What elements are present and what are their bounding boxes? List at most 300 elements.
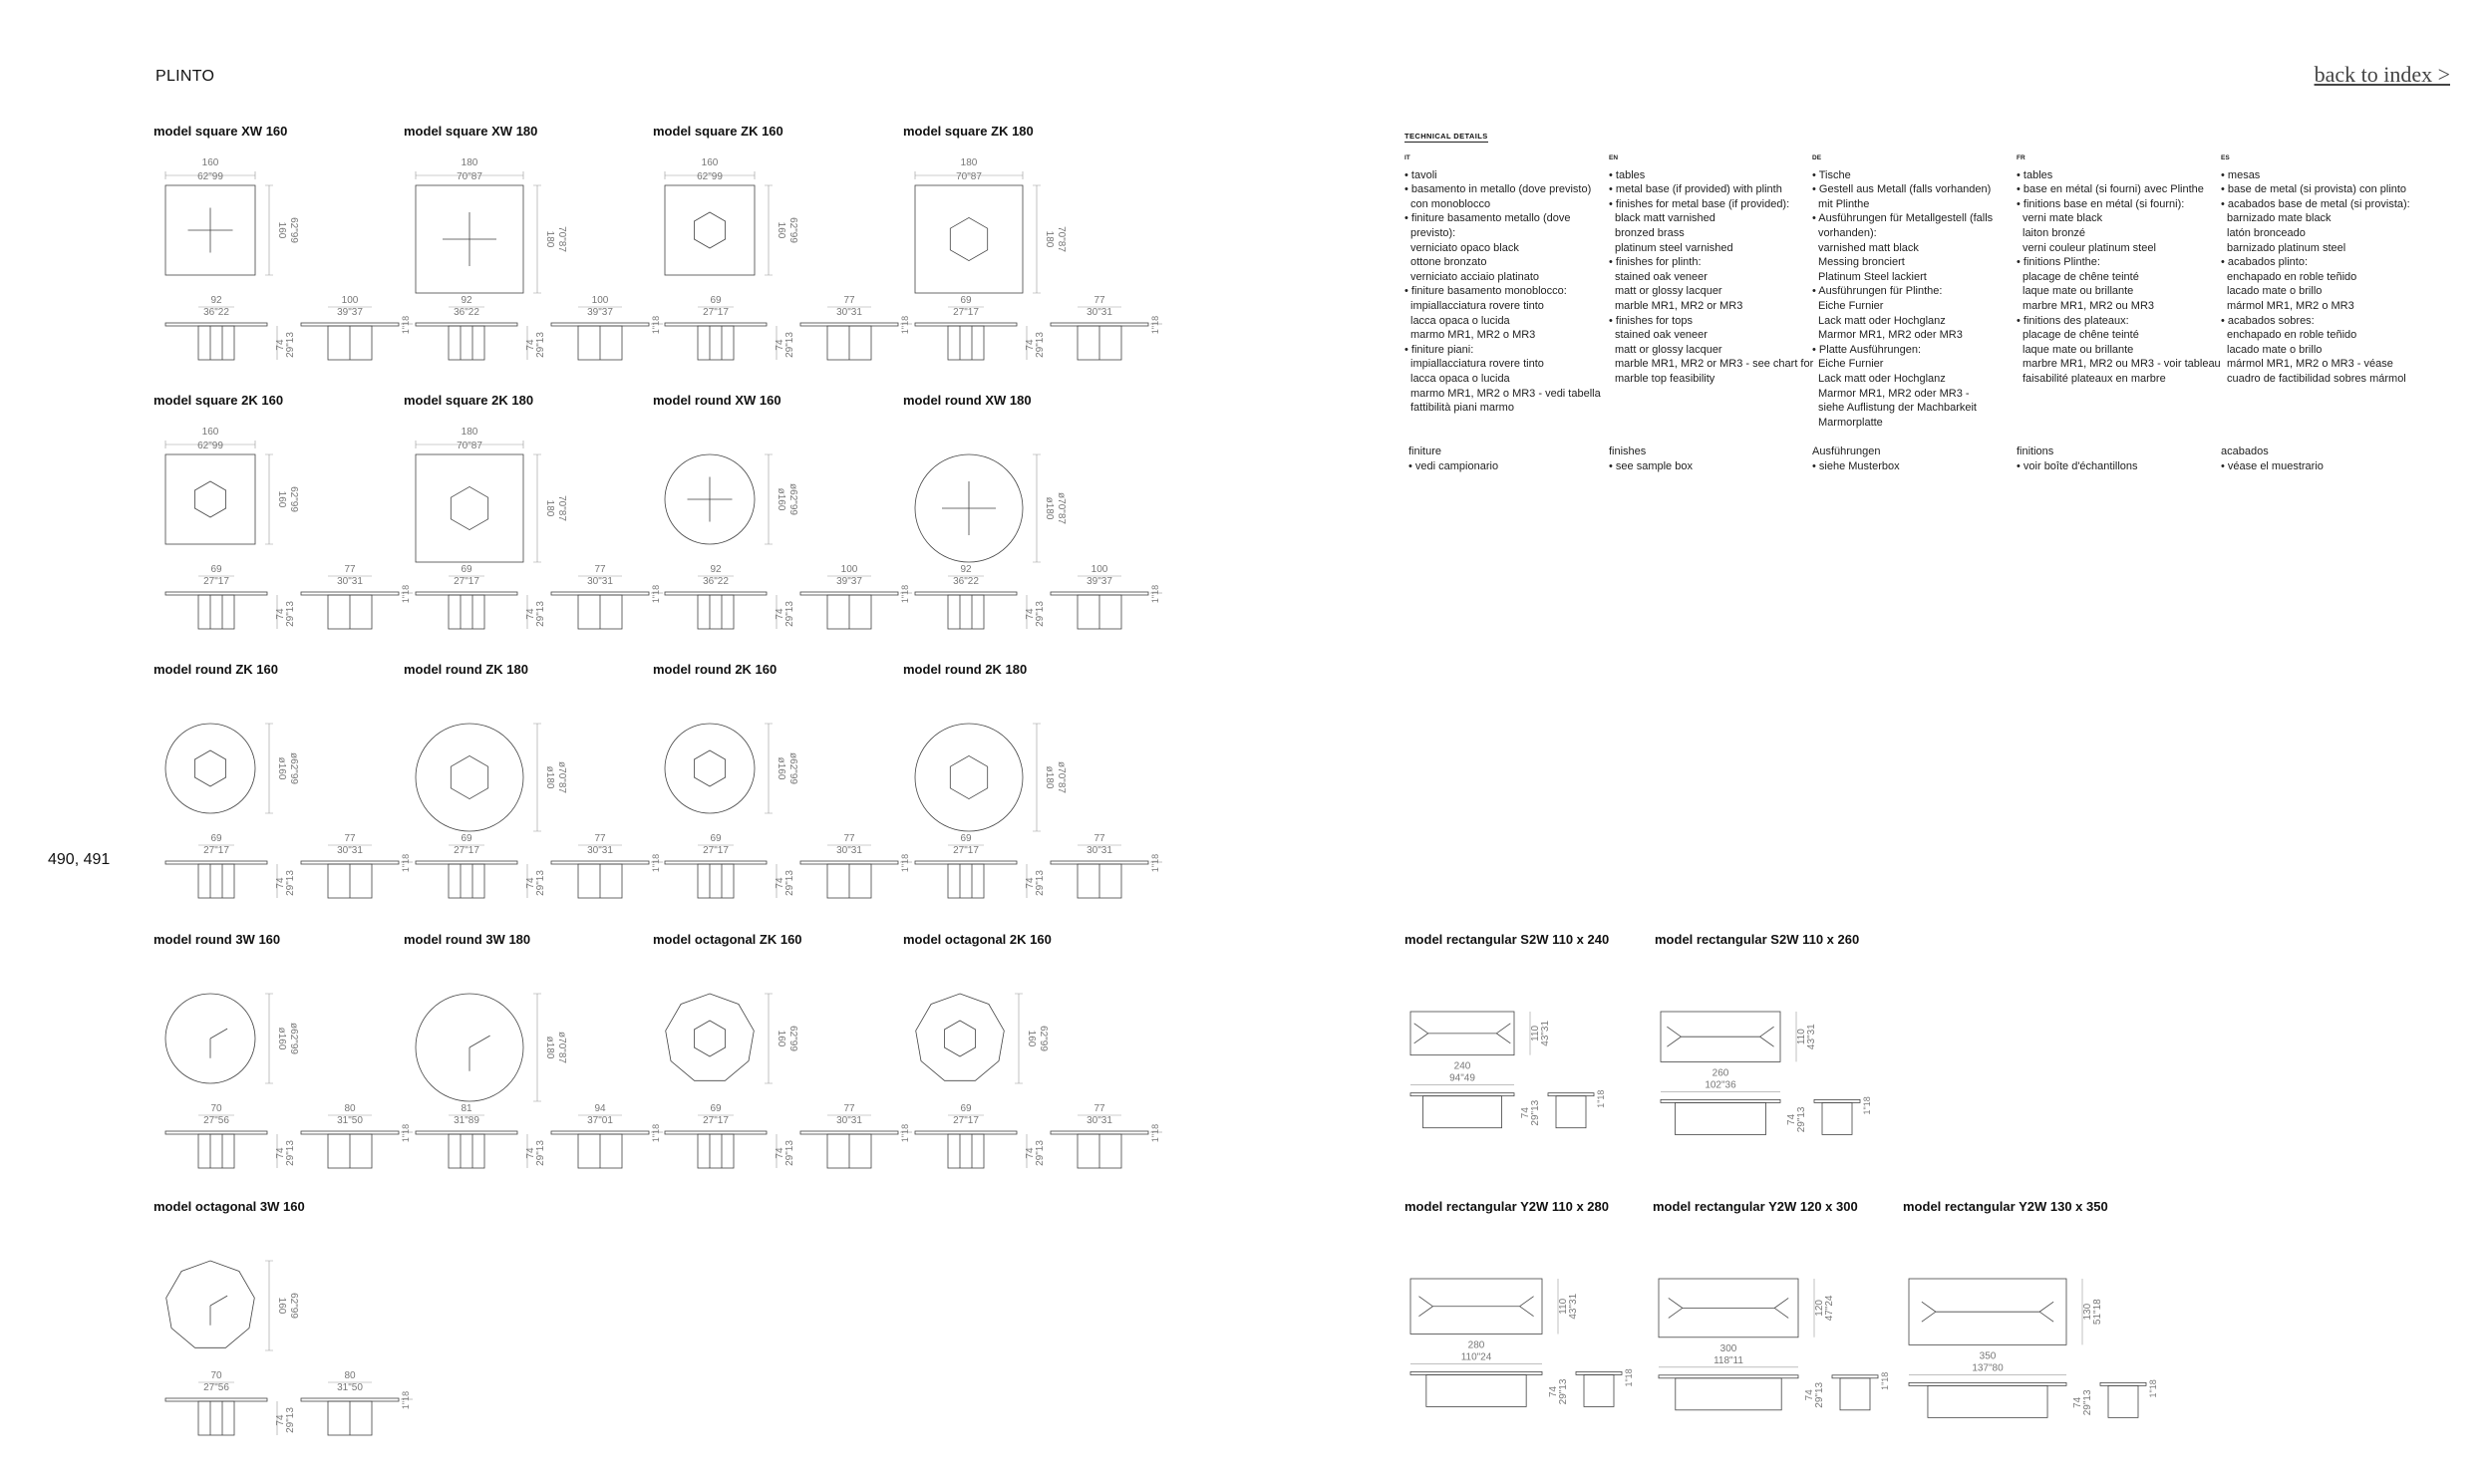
tech-line: Marmor MR1, MR2 oder MR3 bbox=[1818, 329, 1963, 342]
model-diagram bbox=[1404, 952, 1644, 1201]
dimension-label: 39"37 bbox=[337, 307, 363, 318]
dimension-label: 29"13 bbox=[535, 332, 546, 358]
depth-dimension-line bbox=[533, 454, 541, 562]
tech-line: marbre MR1, MR2 ou MR3 - voir tableau bbox=[2023, 358, 2221, 371]
model-drawing bbox=[404, 932, 661, 1166]
model-drawing bbox=[404, 662, 661, 896]
dimension-label: ø62"99 bbox=[288, 1023, 299, 1054]
elevation-plinth bbox=[449, 326, 484, 360]
elevation-plinth bbox=[449, 1134, 484, 1168]
tech-line: fattibilità piani marmo bbox=[1410, 402, 1514, 415]
tech-line: stained oak veneer bbox=[1615, 329, 1708, 342]
dimension-label: 69 bbox=[210, 564, 222, 575]
dimension-label: 62"99 bbox=[197, 441, 223, 451]
dimension-label: 27"17 bbox=[454, 576, 479, 587]
dimension-label: ø62"99 bbox=[288, 752, 299, 784]
elevation-top bbox=[665, 323, 767, 326]
dimension-label: 27"17 bbox=[703, 307, 729, 318]
depth-dimension-line bbox=[265, 185, 273, 275]
depth-dimension-line bbox=[1033, 454, 1041, 562]
model-drawing bbox=[653, 662, 910, 896]
dimension-label: 94 bbox=[594, 1103, 606, 1114]
model-diagram bbox=[903, 952, 1160, 1201]
tech-line: • Ausführungen für Metallgestell (falls bbox=[1812, 212, 1994, 225]
hex-base-outline bbox=[694, 1021, 725, 1056]
dimension-label: 29"13 bbox=[1814, 1381, 1825, 1408]
dimension-label: 31"89 bbox=[454, 1115, 479, 1126]
dimension-label: 27"56 bbox=[203, 1115, 229, 1126]
model-diagram bbox=[903, 413, 1160, 662]
finishes-text: • voir boîte d'échantillons bbox=[2017, 459, 2138, 472]
hex-base-outline bbox=[694, 212, 725, 248]
dimension-label: 43"31 bbox=[1806, 1024, 1817, 1050]
elevation-top bbox=[165, 1131, 267, 1134]
dimension-label: 1"18 bbox=[401, 853, 411, 873]
dimension-label: 62"99 bbox=[288, 1293, 299, 1319]
dimension-label: 69 bbox=[710, 295, 722, 306]
dimension-label: 51"18 bbox=[2092, 1299, 2103, 1326]
dimension-label: 29"13 bbox=[784, 601, 795, 627]
tech-line: laiton bronzé bbox=[2023, 226, 2085, 239]
dimension-label: 27"17 bbox=[953, 307, 979, 318]
model-diagram bbox=[154, 413, 411, 662]
tech-line: • base en métal (si fourni) avec Plinthe bbox=[2017, 183, 2204, 196]
tech-line: • acabados sobres: bbox=[2221, 314, 2315, 327]
dimension-label: 160 bbox=[276, 490, 287, 508]
model-title: model square 2K 180 bbox=[404, 393, 534, 408]
model-drawing bbox=[154, 662, 411, 896]
model-title: model octagonal ZK 160 bbox=[653, 932, 802, 947]
dimension-label: 160 bbox=[201, 427, 219, 438]
dimension-label: 69 bbox=[960, 1103, 972, 1114]
elevation-top bbox=[301, 323, 399, 326]
y-base bbox=[1922, 1302, 2053, 1322]
dimension-label: 27"17 bbox=[203, 576, 229, 587]
elevation-top bbox=[551, 1131, 649, 1134]
model-title: model square XW 180 bbox=[404, 124, 538, 139]
tech-line: laque mate ou brillante bbox=[2023, 343, 2134, 356]
dimension-label: 1"18 bbox=[1150, 1123, 1160, 1143]
tech-column-es bbox=[2221, 151, 2425, 387]
dimension-label: 180 bbox=[544, 230, 555, 248]
cross-base bbox=[443, 212, 496, 266]
dimension-label: 120 bbox=[1814, 1300, 1825, 1317]
elevation-top bbox=[915, 861, 1017, 864]
dimension-label: 74 bbox=[275, 1414, 286, 1426]
dimension-label: 74 bbox=[525, 339, 536, 351]
dimension-label: ø70"87 bbox=[1056, 761, 1067, 793]
tech-line: mit Plinthe bbox=[1818, 197, 1870, 210]
dimension-label: ø180 bbox=[1044, 496, 1055, 520]
model-title: model square ZK 180 bbox=[903, 124, 1034, 139]
tech-line: placage de chêne teinté bbox=[2023, 329, 2139, 342]
dimension-label: 1"18 bbox=[1596, 1089, 1606, 1108]
depth-dimension-line bbox=[765, 185, 773, 275]
back-to-index-link[interactable]: back to index > bbox=[2314, 62, 2450, 87]
elevation-top bbox=[165, 323, 267, 326]
plinth-lines bbox=[461, 326, 472, 360]
model-diagram bbox=[154, 952, 411, 1201]
elevation-plinth bbox=[449, 864, 484, 898]
dimension-label: 118"11 bbox=[1713, 1354, 1743, 1366]
tech-line: varnished matt black bbox=[1818, 241, 1919, 254]
tech-line: • finitions base en métal (si fourni): bbox=[2017, 197, 2185, 210]
tech-line: • finiture basamento monoblocco: bbox=[1404, 285, 1567, 298]
elevation-plinth bbox=[1556, 1096, 1586, 1128]
elevation-base bbox=[1426, 1374, 1526, 1406]
depth-dimension-line bbox=[765, 724, 773, 813]
dimension-label: 69 bbox=[960, 833, 972, 844]
dimension-label: 1"18 bbox=[651, 315, 661, 335]
tech-line: vorhanden): bbox=[1818, 226, 1877, 239]
round-top-outline bbox=[665, 724, 755, 813]
tech-line: faisabilité plateaux en marbre bbox=[2023, 372, 2166, 385]
tech-line: bronzed brass bbox=[1615, 226, 1685, 239]
elevation-top bbox=[915, 1131, 1017, 1134]
dimension-label: 70 bbox=[210, 1103, 222, 1114]
dimension-label: 77 bbox=[594, 833, 606, 844]
dimension-label: 74 bbox=[2072, 1396, 2083, 1408]
dimension-label: 280 bbox=[1467, 1339, 1485, 1351]
elevation-top bbox=[915, 592, 1017, 595]
tech-line: • metal base (if provided) with plinth bbox=[1609, 183, 1782, 196]
tech-line: platinum steel varnished bbox=[1615, 241, 1733, 254]
finishes-en bbox=[1609, 445, 1813, 473]
plinth-lines bbox=[710, 595, 722, 629]
three-way-base bbox=[469, 1036, 490, 1071]
plinth-lines bbox=[960, 326, 972, 360]
tech-line: Platinum Steel lackiert bbox=[1818, 270, 1927, 283]
elevation-plinth bbox=[698, 864, 734, 898]
model-drawing bbox=[1653, 1199, 1890, 1408]
finishes-de bbox=[1812, 445, 2017, 473]
plinth-lines bbox=[461, 864, 472, 898]
y-base bbox=[1414, 1024, 1511, 1043]
tech-line: • tables bbox=[1609, 168, 1646, 181]
model-drawing bbox=[404, 124, 661, 358]
dimension-label: ø70"87 bbox=[1056, 492, 1067, 524]
model-title: model rectangular S2W 110 x 240 bbox=[1404, 932, 1610, 947]
elevation-top bbox=[1051, 592, 1148, 595]
dimension-label: 27"17 bbox=[953, 1115, 979, 1126]
dimension-label: 110 bbox=[1558, 1298, 1569, 1315]
dimension-label: 30"31 bbox=[337, 845, 363, 856]
elevation-plinth bbox=[698, 326, 734, 360]
tech-line: cuadro de factibilidad sobres mármol bbox=[2227, 372, 2406, 385]
elevation-top bbox=[665, 861, 767, 864]
dimension-label: 74 bbox=[525, 608, 536, 620]
dimension-label: 36"22 bbox=[703, 576, 729, 587]
elevation-top bbox=[2100, 1382, 2146, 1385]
tech-line: enchapado en roble teñido bbox=[2227, 329, 2357, 342]
dimension-label: 80 bbox=[344, 1103, 356, 1114]
dimension-label: 1"18 bbox=[1150, 584, 1160, 604]
elevation-top bbox=[1051, 323, 1148, 326]
elevation-top bbox=[915, 323, 1017, 326]
tech-line: Marmor MR1, MR2 oder MR3 - bbox=[1818, 387, 1970, 400]
finishes-text: • véase el muestrario bbox=[2221, 459, 2324, 472]
hex-base-outline bbox=[451, 755, 487, 798]
model-diagram bbox=[653, 682, 910, 931]
dimension-label: 70"87 bbox=[457, 171, 482, 182]
dimension-label: 110"24 bbox=[1460, 1351, 1492, 1363]
dimension-label: 77 bbox=[594, 564, 606, 575]
dimension-label: 1"18 bbox=[1880, 1371, 1890, 1390]
dimension-label: 74 bbox=[1548, 1385, 1559, 1398]
elevation-top bbox=[1410, 1093, 1514, 1096]
dimension-label: ø160 bbox=[276, 1027, 287, 1050]
tech-line: barnizado mate black bbox=[2227, 212, 2332, 225]
tech-line: matt or glossy lacquer bbox=[1615, 285, 1722, 298]
dimension-label: 36"22 bbox=[454, 307, 479, 318]
dimension-label: 110 bbox=[1530, 1025, 1541, 1041]
dimension-label: 30"31 bbox=[587, 576, 613, 587]
dimension-label: 70"87 bbox=[556, 226, 567, 252]
tech-line: verniciato opaco black bbox=[1410, 241, 1519, 254]
dimension-label: 27"17 bbox=[703, 845, 729, 856]
octagonal-top-outline bbox=[916, 994, 1005, 1080]
elevation-base bbox=[1675, 1102, 1765, 1134]
elevation-plinth bbox=[948, 1134, 984, 1168]
tech-line: black matt varnished bbox=[1615, 212, 1715, 225]
tech-line: • finishes for metal base (if provided): bbox=[1609, 197, 1790, 210]
model-title: model round XW 160 bbox=[653, 393, 781, 408]
y-base bbox=[1418, 1297, 1533, 1317]
dimension-label: 70 bbox=[210, 1370, 222, 1381]
dimension-label: 30"31 bbox=[587, 845, 613, 856]
dimension-label: 29"13 bbox=[1558, 1378, 1569, 1405]
dimension-label: 74 bbox=[275, 1147, 286, 1159]
tech-line: • finitions des plateaux: bbox=[2017, 314, 2129, 327]
dimension-label: 160 bbox=[276, 221, 287, 239]
dimension-label: 350 bbox=[1979, 1350, 1997, 1362]
model-diagram bbox=[404, 952, 661, 1201]
dimension-label: 69 bbox=[710, 833, 722, 844]
depth-dimension-line bbox=[765, 994, 773, 1083]
model-drawing bbox=[903, 932, 1160, 1166]
tech-line: mármol MR1, MR2 o MR3 - véase bbox=[2227, 358, 2393, 371]
model-title: model round 3W 160 bbox=[154, 932, 281, 947]
elevation-top bbox=[1576, 1371, 1622, 1374]
cross-base bbox=[942, 481, 996, 535]
tech-column-de bbox=[1812, 151, 2017, 430]
model-title: model rectangular S2W 110 x 260 bbox=[1655, 932, 1860, 947]
dimension-label: 77 bbox=[1093, 295, 1105, 306]
dimension-label: 74 bbox=[525, 1147, 536, 1159]
finishes-text: • vedi campionario bbox=[1408, 459, 1499, 472]
model-diagram bbox=[404, 144, 661, 393]
dimension-label: 29"13 bbox=[285, 601, 296, 627]
elevation-top bbox=[1909, 1382, 2066, 1385]
language-code: IT bbox=[1404, 154, 1410, 161]
tech-line: Lack matt oder Hochglanz bbox=[1818, 372, 1946, 385]
elevation-top bbox=[1548, 1093, 1594, 1096]
model-drawing bbox=[154, 1199, 411, 1433]
plinth-lines bbox=[210, 595, 222, 629]
plinth-lines bbox=[960, 1134, 972, 1168]
plinth-lines bbox=[210, 326, 222, 360]
finishes-title: finitions bbox=[2017, 445, 2054, 457]
dimension-label: 1"18 bbox=[900, 584, 910, 604]
dimension-label: 102"36 bbox=[1705, 1079, 1736, 1091]
dimension-label: 74 bbox=[775, 877, 785, 889]
dimension-label: 29"13 bbox=[285, 1407, 296, 1433]
tech-line: con monoblocco bbox=[1410, 197, 1491, 210]
dimension-label: 27"17 bbox=[454, 845, 479, 856]
dimension-label: 62"99 bbox=[697, 171, 723, 182]
dimension-label: 1"18 bbox=[651, 1123, 661, 1143]
model-title: model rectangular Y2W 130 x 350 bbox=[1903, 1199, 2108, 1214]
dimension-label: 29"13 bbox=[535, 1140, 546, 1166]
tech-line: lacado mate o brillo bbox=[2227, 343, 2323, 356]
elevation-plinth bbox=[198, 595, 234, 629]
dimension-label: 29"13 bbox=[1796, 1106, 1807, 1133]
finishes-text: • siehe Musterbox bbox=[1812, 459, 1900, 472]
model-diagram bbox=[404, 413, 661, 662]
tech-line: • tavoli bbox=[1404, 168, 1437, 181]
dimension-label: 260 bbox=[1712, 1067, 1729, 1079]
square-top-outline bbox=[665, 185, 755, 275]
dimension-label: 43"31 bbox=[1540, 1020, 1551, 1046]
depth-dimension-line bbox=[533, 185, 541, 293]
dimension-label: 30"31 bbox=[1087, 1115, 1112, 1126]
tech-line: previsto): bbox=[1410, 226, 1456, 239]
dimension-label: 27"17 bbox=[953, 845, 979, 856]
square-top-outline bbox=[416, 454, 523, 562]
dimension-label: 62"99 bbox=[197, 171, 223, 182]
dimension-label: 94"49 bbox=[1449, 1072, 1475, 1084]
elevation-plinth bbox=[1840, 1378, 1870, 1410]
model-diagram bbox=[653, 413, 910, 662]
dimension-label: 74 bbox=[1786, 1113, 1797, 1125]
dimension-label: 92 bbox=[960, 564, 972, 575]
elevation-top bbox=[301, 592, 399, 595]
octagonal-top-outline bbox=[666, 994, 755, 1080]
dimension-label: 77 bbox=[344, 833, 356, 844]
dimension-label: 92 bbox=[710, 564, 722, 575]
model-diagram bbox=[404, 682, 661, 931]
model-diagram bbox=[653, 144, 910, 393]
tech-line: mármol MR1, MR2 o MR3 bbox=[2227, 299, 2354, 312]
model-diagram bbox=[1903, 1219, 2158, 1468]
tech-line: • Gestell aus Metall (falls vorhanden) bbox=[1812, 183, 1992, 196]
elevation-top bbox=[301, 861, 399, 864]
dimension-label: ø180 bbox=[1044, 765, 1055, 789]
tech-line: • acabados base de metal (si provista): bbox=[2221, 197, 2410, 210]
model-drawing bbox=[154, 393, 411, 627]
dimension-label: 29"13 bbox=[285, 1140, 296, 1166]
dimension-label: 69 bbox=[710, 1103, 722, 1114]
dimension-label: 37"01 bbox=[587, 1115, 613, 1126]
dimension-label: 30"31 bbox=[836, 845, 862, 856]
plinth-lines bbox=[461, 1134, 472, 1168]
dimension-label: 160 bbox=[701, 157, 719, 168]
dimension-label: 30"31 bbox=[1087, 845, 1112, 856]
dimension-label: 69 bbox=[210, 833, 222, 844]
dimension-label: 74 bbox=[275, 339, 286, 351]
dimension-label: 100 bbox=[1090, 564, 1108, 575]
dimension-label: ø62"99 bbox=[787, 483, 798, 515]
elevation-top bbox=[1661, 1099, 1780, 1102]
hex-base-outline bbox=[694, 750, 725, 786]
dimension-label: 81 bbox=[461, 1103, 472, 1114]
dimension-label: 29"13 bbox=[285, 870, 296, 896]
dimension-label: 1"18 bbox=[651, 584, 661, 604]
dimension-label: 74 bbox=[775, 339, 785, 351]
dimension-label: 74 bbox=[1804, 1389, 1815, 1401]
model-drawing bbox=[154, 124, 411, 358]
depth-dimension-line bbox=[1033, 185, 1041, 293]
model-drawing bbox=[1903, 1199, 2158, 1416]
dimension-label: ø70"87 bbox=[556, 761, 567, 793]
tech-line: ottone bronzato bbox=[1410, 256, 1487, 269]
technical-details-heading: TECHNICAL DETAILS bbox=[1404, 132, 1488, 141]
elevation-top bbox=[416, 861, 517, 864]
dimension-label: 74 bbox=[775, 608, 785, 620]
elevation-plinth bbox=[198, 1401, 234, 1435]
depth-dimension-line bbox=[1033, 724, 1041, 831]
elevation-plinth bbox=[198, 864, 234, 898]
plinth-lines bbox=[710, 326, 722, 360]
elevation-top bbox=[1051, 861, 1148, 864]
elevation-top bbox=[165, 592, 267, 595]
model-drawing bbox=[903, 662, 1160, 896]
tech-line: marmo MR1, MR2 o MR3 bbox=[1410, 329, 1536, 342]
hex-base-outline bbox=[950, 217, 987, 260]
plinth-lines bbox=[960, 864, 972, 898]
dimension-label: 77 bbox=[843, 295, 855, 306]
plinth-lines bbox=[960, 595, 972, 629]
dimension-label: 27"17 bbox=[203, 845, 229, 856]
three-way-base bbox=[210, 1296, 227, 1326]
dimension-label: 92 bbox=[461, 295, 472, 306]
tech-line: lacca opaca o lucida bbox=[1410, 314, 1510, 327]
model-title: model round XW 180 bbox=[903, 393, 1032, 408]
dimension-label: 1"18 bbox=[900, 853, 910, 873]
model-title: model round 3W 180 bbox=[404, 932, 531, 947]
tech-line: • mesas bbox=[2221, 168, 2261, 181]
dimension-label: ø180 bbox=[544, 1036, 555, 1059]
dimension-label: 74 bbox=[275, 877, 286, 889]
model-drawing bbox=[154, 932, 411, 1166]
dimension-label: 1"18 bbox=[401, 315, 411, 335]
dimension-label: 62"99 bbox=[288, 217, 299, 243]
dimension-label: 70"87 bbox=[457, 441, 482, 451]
elevation-plinth bbox=[1822, 1102, 1852, 1134]
elevation-top bbox=[165, 861, 267, 864]
tech-line: matt or glossy lacquer bbox=[1615, 343, 1722, 356]
tech-line: Marmorplatte bbox=[1818, 416, 1883, 429]
dimension-label: 74 bbox=[1025, 1147, 1036, 1159]
hex-base-outline bbox=[944, 1021, 975, 1056]
dimension-label: 1"18 bbox=[900, 315, 910, 335]
dimension-label: 160 bbox=[776, 221, 786, 239]
model-drawing bbox=[903, 393, 1160, 627]
three-way-base bbox=[210, 1029, 227, 1058]
brand-title: PLINTO bbox=[156, 68, 215, 85]
dimension-label: 62"99 bbox=[787, 217, 798, 243]
elevation-top bbox=[800, 592, 898, 595]
model-drawing bbox=[1404, 932, 1610, 1126]
dimension-label: 1"18 bbox=[2148, 1379, 2158, 1398]
dimension-label: 77 bbox=[1093, 1103, 1105, 1114]
dimension-label: 29"13 bbox=[784, 332, 795, 358]
dimension-label: 29"13 bbox=[285, 332, 296, 358]
dimension-label: 74 bbox=[1025, 608, 1036, 620]
dimension-label: 74 bbox=[1025, 877, 1036, 889]
dimension-label: 240 bbox=[1453, 1060, 1471, 1072]
dimension-label: 180 bbox=[461, 157, 478, 168]
